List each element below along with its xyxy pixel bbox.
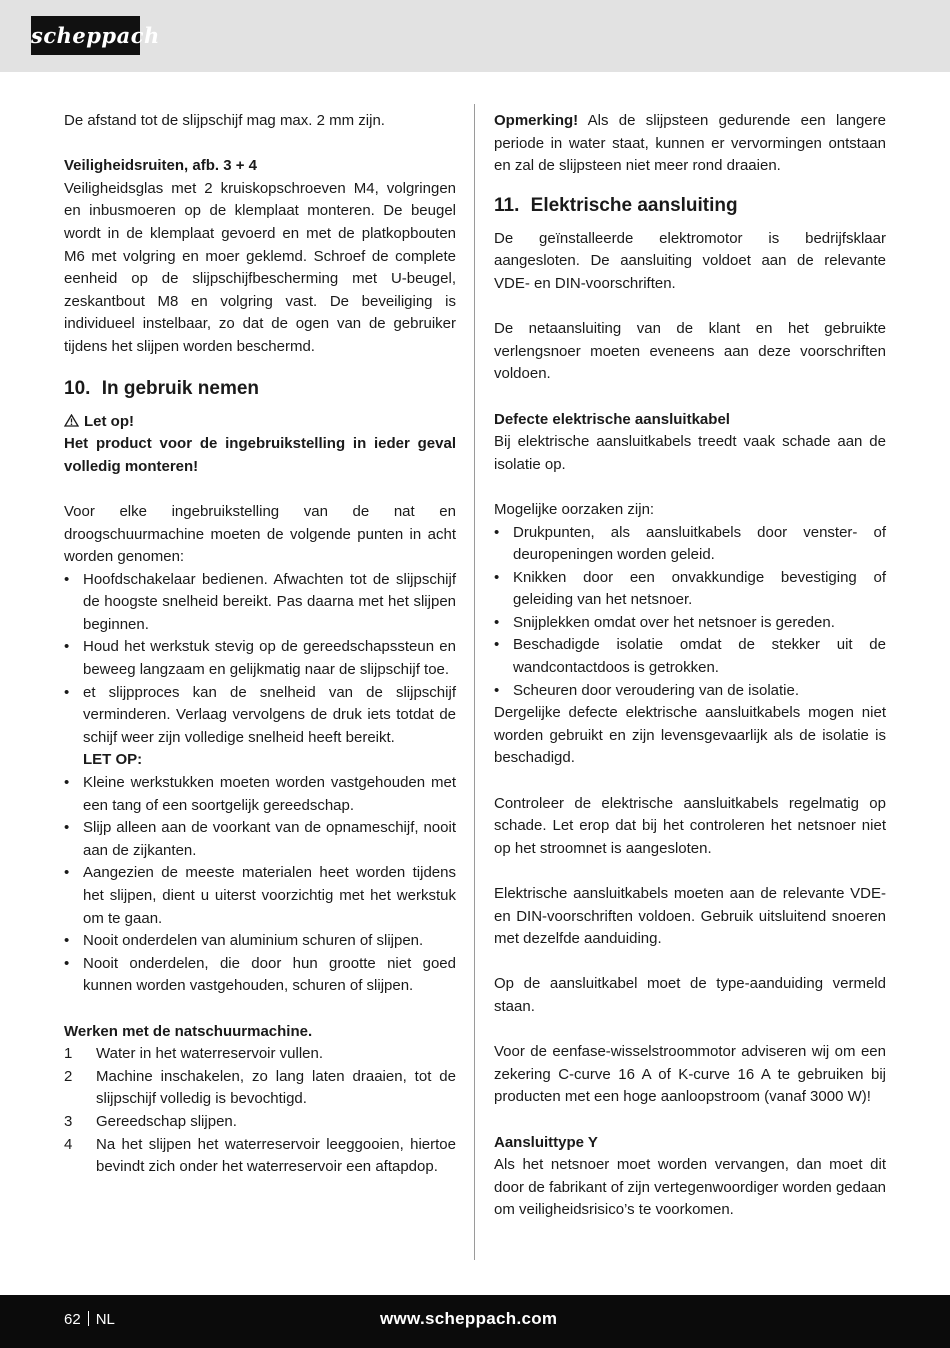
page-indicator: [64, 1311, 115, 1328]
paragraph: De afstand tot de slijpschijf mag max. 2 mm zijn.: [64, 112, 385, 129]
list-item: • Kleine werkstukken moeten worden vastgehouden met een tang of een soortgelijk gereedschap.: [64, 774, 456, 814]
list-item: • Beschadigde isolatie omdat de stekker uit de wandcontactdoos is getrokken.: [494, 636, 886, 677]
header-band: [0, 0, 950, 72]
left-column: [64, 110, 456, 1179]
paragraph: Dergelijke defecte elektrische aansluitkabels mogen niet worden gebruikt en zijn levensgevaarlijk als de isolatie is beschadigd.: [494, 704, 886, 767]
section-subheading: Aansluittype Y: [494, 1133, 598, 1151]
section-subheading: Werken met de natschuurmachine.: [64, 1022, 313, 1040]
list-item: • Hoofdschakelaar bedienen. Afwachten tot de slijpschijf de hoogste snelheid bereikt. Pas daarna met het slijpen beginnen.: [64, 570, 456, 633]
paragraph: Mogelijke oorzaken zijn:: [494, 500, 655, 518]
section-heading: [64, 367, 456, 411]
section-title: In gebruik nemen: [101, 377, 260, 399]
paragraph: Voor elke ingebruikstelling van de nat en droogschuurmachine moeten de volgende punten in acht worden genomen:: [64, 502, 456, 566]
warning-text: Het product voor de ingebruikstelling in ieder geval volledig monteren!: [64, 435, 456, 475]
step-item: 1 Water in het waterreservoir vullen.: [64, 1045, 324, 1063]
paragraph: Controleer de elektrische aansluitkabels regelmatig op schade. Let erop dat bij het controleren het netsnoer niet op het stroomnet is aangesloten.: [494, 794, 886, 857]
list-item: • Aangezien de meeste materialen heet worden tijdens het slijpen, dient u uiterst voorzichtig met het werkstuk om te gaan.: [64, 864, 456, 927]
steps-list: [64, 1043, 456, 1179]
step-item: 3 Gereedschap slijpen.: [64, 1112, 237, 1130]
paragraph: De netaansluiting van de klant en het gebruikte verlengsnoer moeten eveneens aan deze voorschriften voldoen.: [494, 320, 886, 383]
page-number: 62: [64, 1311, 81, 1328]
paragraph: De geïnstalleerde elektromotor is bedrijfsklaar aangesloten. De aansluiting voldoet aan de relevante VDE- en DIN-voorschriften.: [494, 229, 886, 292]
paragraph: Als het netsnoer moet worden vervangen, dan moet dit door de fabrikant of zijn vertegenwoordiger worden gedaan om veiligheidsrisico’s te voorkomen.: [494, 1156, 886, 1219]
list-item: • Drukpunten, als aansluitkabels door venster- of deuropeningen worden geleid.: [494, 523, 886, 564]
list-item: • et slijpproces kan de snelheid van de slijpschijf verminderen. Verlaag vervolgens de druk iets totdat de schijf weer zijn volledige snelheid heeft bereikt. LET OP:: [64, 683, 456, 769]
column-divider: [474, 104, 475, 1260]
section-title: Elektrische aansluiting: [530, 194, 738, 216]
warning-label: Let op!: [64, 411, 456, 434]
let-op-label: LET OP:: [83, 751, 143, 769]
section-number: 10.: [64, 377, 91, 399]
list-item: • Houd het werkstuk stevig op de gereedschapssteun en beweeg langzaam en gelijkmatig naar de slijpschijf toe.: [64, 638, 456, 679]
step-item: 2 Machine inschakelen, zo lang laten draaien, tot de slijpschijf volledig is bevochtigd.: [64, 1067, 456, 1108]
footer: [0, 1295, 950, 1348]
list-item: • Scheuren door veroudering van de isolatie.: [494, 681, 800, 699]
website-url: www.scheppach.com: [380, 1309, 558, 1328]
paragraph: Op de aansluitkabel moet de type-aanduiding vermeld staan.: [494, 975, 886, 1015]
paragraph: Voor de eenfase-wisselstroommotor adviseren wij om een zekering C-curve 16 A of K-curve 16 A te gebruiken bij producten met een hoge aanloopstroom (vanaf 3000 W)!: [494, 1043, 886, 1106]
note-paragraph: Opmerking! Als de slijpsteen gedurende een langere periode in water staat, kunnen er vervormingen ontstaan en zal de slijpsteen niet meer rond draaien.: [494, 112, 886, 175]
list-item: • Nooit onderdelen van aluminium schuren of slijpen.: [64, 932, 424, 950]
section-subheading: Veiligheidsruiten, afb. 3 + 4: [64, 157, 257, 175]
list-item: • Slijp alleen aan de voorkant van de opnameschijf, nooit aan de zijkanten.: [64, 819, 456, 859]
note-label: Opmerking!: [494, 112, 579, 129]
section-subheading: Defecte elektrische aansluitkabel: [494, 410, 730, 428]
list-item: • Knikken door een onvakkundige bevestiging of geleiding van het netsnoer.: [494, 568, 886, 609]
right-column: [494, 110, 886, 1222]
paragraph: Veiligheidsglas met 2 kruiskopschroeven M4, volgringen en inbusmoeren op de klemplaat monteren. De beugel wordt in de klemplaat gevoerd en met de platkopbouten M6 met volgring en moer geklemd. Schroef de complete eenheid op de slijpschijfbescherming met U-beugel, zeskantbout M8 en volgring vast. De beveiliging is individueel instelbaar, zo dat de ogen van de gebruiker tijdens het slijpen worden beschermd.: [64, 179, 456, 355]
bullet-list: [64, 569, 456, 998]
language-code: NL: [95, 1311, 115, 1328]
paragraph: Elektrische aansluitkabels moeten aan de relevante VDE- en DIN-voorschriften voldoen. Gebruik uitsluitend snoeren met dezelfde aanduiding.: [494, 885, 886, 948]
page-separator: [88, 1311, 89, 1326]
brand-logo: scheppach: [31, 16, 140, 55]
bullet-list: [494, 522, 886, 703]
section-number: 11.: [494, 194, 520, 216]
list-item: • Snijplekken omdat over het netsnoer is gereden.: [494, 613, 835, 631]
paragraph: Bij elektrische aansluitkabels treedt vaak schade aan de isolatie op.: [494, 433, 886, 473]
warning-triangle-icon: [64, 414, 79, 427]
list-item: • Nooit onderdelen, die door hun grootte niet goed kunnen worden vastgehouden, schuren of slijpen.: [64, 954, 456, 995]
section-heading: [494, 184, 886, 228]
step-item: 4 Na het slijpen het waterreservoir leeggooien, hiertoe bevindt zich onder het waterreservoir een aftapdop.: [64, 1135, 456, 1176]
